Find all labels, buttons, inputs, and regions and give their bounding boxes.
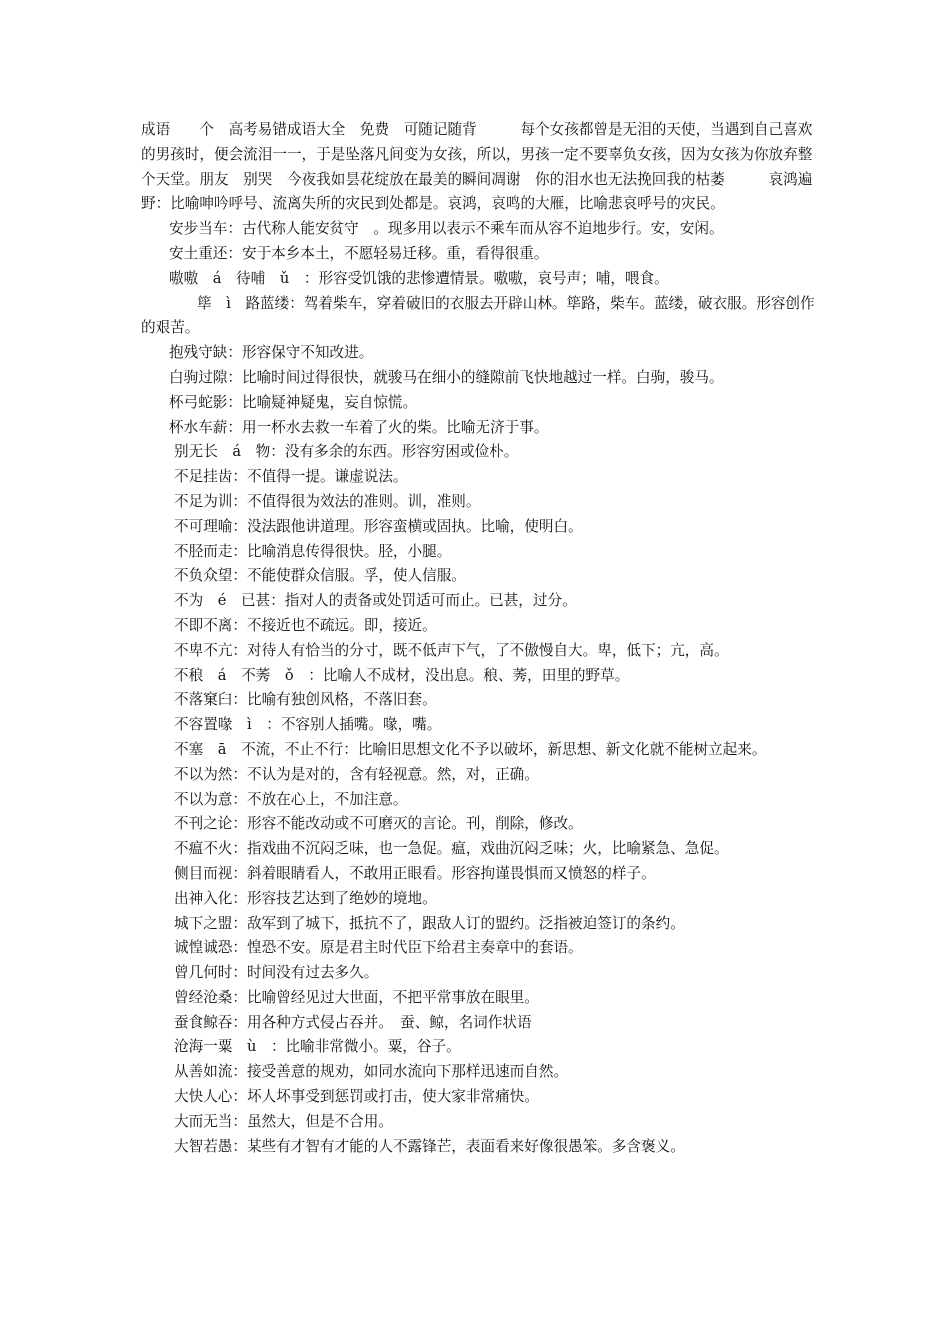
intro-paragraph: 成语 个 高考易错成语大全 免费 可随记随背 每个女孩都曾是无泪的天使，当遇到自己喜欢的男孩时，便会流泪一一，于是坠落凡间变为女孩，所以，男孩一定不要辜负女孩，因为女孩为你放弃整个天堂。朋友 别哭 今夜我如昙花绽放在最美的瞬间凋谢 你的泪水也无法挽回我的枯萎 哀鸿遍野：比喻呻吟呼号、流离失所的灾民到处都是。哀鸿，哀鸣的大雁，比喻悲哀呼号的灾民。	[141, 121, 813, 213]
idiom-entry: 曾经沧桑：比喻曾经见过大世面，不把平常事放在眼里。	[174, 988, 539, 1006]
idiom-entry: 不以为然：不认为是对的，含有轻视意。然，对，正确。	[174, 765, 539, 783]
idiom-entry: 白驹过隙：比喻时间过得很快，就骏马在细小的缝隙前飞快地越过一样。白驹，骏马。	[169, 368, 724, 386]
idiom-entry: 不负众望：不能使群众信服。孚，使人信服。	[174, 567, 466, 585]
idiom-entry: 嗷嗷 á 待哺 ǔ ：形容受饥饿的悲惨遭情景。嗷嗷，哀号声；哺，喂食。	[169, 269, 669, 287]
idiom-entry: 诚惶诚恐：惶恐不安。原是君主时代臣下给君主奏章中的套语。	[174, 939, 583, 957]
idiom-entry-text: 筚 ì 路蓝缕：驾着柴车，穿着破旧的衣服去开辟山林。筚路，柴车。蓝缕，破衣服。形容创作的艰苦。	[141, 294, 815, 337]
idiom-entry: 不瘟不火：指戏曲不沉闷乏味，也一急促。瘟，戏曲沉闷乏味；火，比喻紧急、急促。	[174, 840, 729, 858]
idiom-entry: 安步当车：古代称人能安贫守 。现多用以表示不乘车而从容不迫地步行。安，安闲。	[169, 220, 724, 238]
idiom-entry: 不足为训：不值得很为效法的准则。训，准则。	[174, 492, 481, 510]
document-page	[141, 118, 817, 1159]
idiom-entry	[141, 738, 817, 763]
idiom-entry: 出神入化：形容技艺达到了绝妙的境地。	[174, 889, 437, 907]
idiom-entry: 抱残守缺：形容保守不知改进。	[169, 344, 374, 362]
idiom-entry: 安土重还：安于本乡本土，不愿轻易迁移。重，看得很重。	[169, 244, 549, 262]
idiom-entry	[141, 292, 817, 342]
idiom-entry: 不即不离：不接近也不疏远。即，接近。	[174, 616, 437, 634]
idiom-entry: 不足挂齿：不值得一提。谦虚说法。	[174, 468, 408, 486]
idiom-entry: 城下之盟：敌军到了城下，抵抗不了，跟敌人订的盟约。泛指被迫签订的条约。	[174, 914, 685, 932]
idiom-entry: 不刊之论：形容不能改动或不可磨灭的言论。刊，削除，修改。	[174, 815, 583, 833]
idiom-entry: 大快人心：坏人坏事受到惩罚或打击，使大家非常痛快。	[174, 1088, 539, 1106]
idiom-entry: 沧海一粟 ù ：比喻非常微小。粟，谷子。	[174, 1038, 461, 1056]
idiom-entry: 不可理喻：没法跟他讲道理。形容蛮横或固执。比喻，使明白。	[174, 517, 583, 535]
idiom-entry: 杯弓蛇影：比喻疑神疑鬼，妄自惊慌。	[169, 393, 418, 411]
idiom-entry: 不容置喙 ì ：不容别人插嘴。喙，嘴。	[174, 716, 442, 734]
idiom-entry: 别无长 á 物：没有多余的东西。形容穷困或俭朴。	[174, 443, 519, 461]
idiom-entry: 不落窠臼：比喻有独创风格，不落旧套。	[174, 691, 437, 709]
idiom-entry: 蚕食鲸吞：用各种方式侵占吞并。 蚕、鲸，名词作状语	[174, 1013, 532, 1031]
idiom-entry: 不胫而走：比喻消息传得很快。胫，小腿。	[174, 542, 452, 560]
idiom-entry: 从善如流：接受善意的规劝，如同水流向下那样迅速而自然。	[174, 1063, 569, 1081]
idiom-entry: 大智若愚：某些有才智有才能的人不露锋芒，表面看来好像很愚笨。多含褒义。	[174, 1137, 685, 1155]
idiom-entry: 曾几何时：时间没有过去多久。	[174, 964, 379, 982]
idiom-entry: 侧目而视：斜着眼睛看人，不敢用正眼看。形容拘谨畏惧而又愤怒的样子。	[174, 864, 656, 882]
idiom-entry: 不稂 á 不莠 ǒ ：比喻人不成材，没出息。稂、莠，田里的野草。	[174, 666, 630, 684]
idiom-entry-text: 不塞 ā 不流，不止不行：比喻旧思想文化不予以破坏，新思想、新文化就不能树立起来。	[174, 740, 767, 758]
idiom-entry: 不卑不亢：对待人有恰当的分寸，既不低声下气，了不傲慢自大。卑，低下；亢，高。	[174, 641, 729, 659]
idiom-entry: 杯水车薪：用一杯水去救一车着了火的柴。比喻无济于事。	[169, 418, 549, 436]
idiom-entry: 大而无当：虽然大，但是不合用。	[174, 1112, 393, 1130]
idiom-entry: 不以为意：不放在心上，不加注意。	[174, 790, 408, 808]
idiom-entry: 不为 é 已甚：指对人的责备或处罚适可而止。已甚，过分。	[174, 592, 577, 610]
